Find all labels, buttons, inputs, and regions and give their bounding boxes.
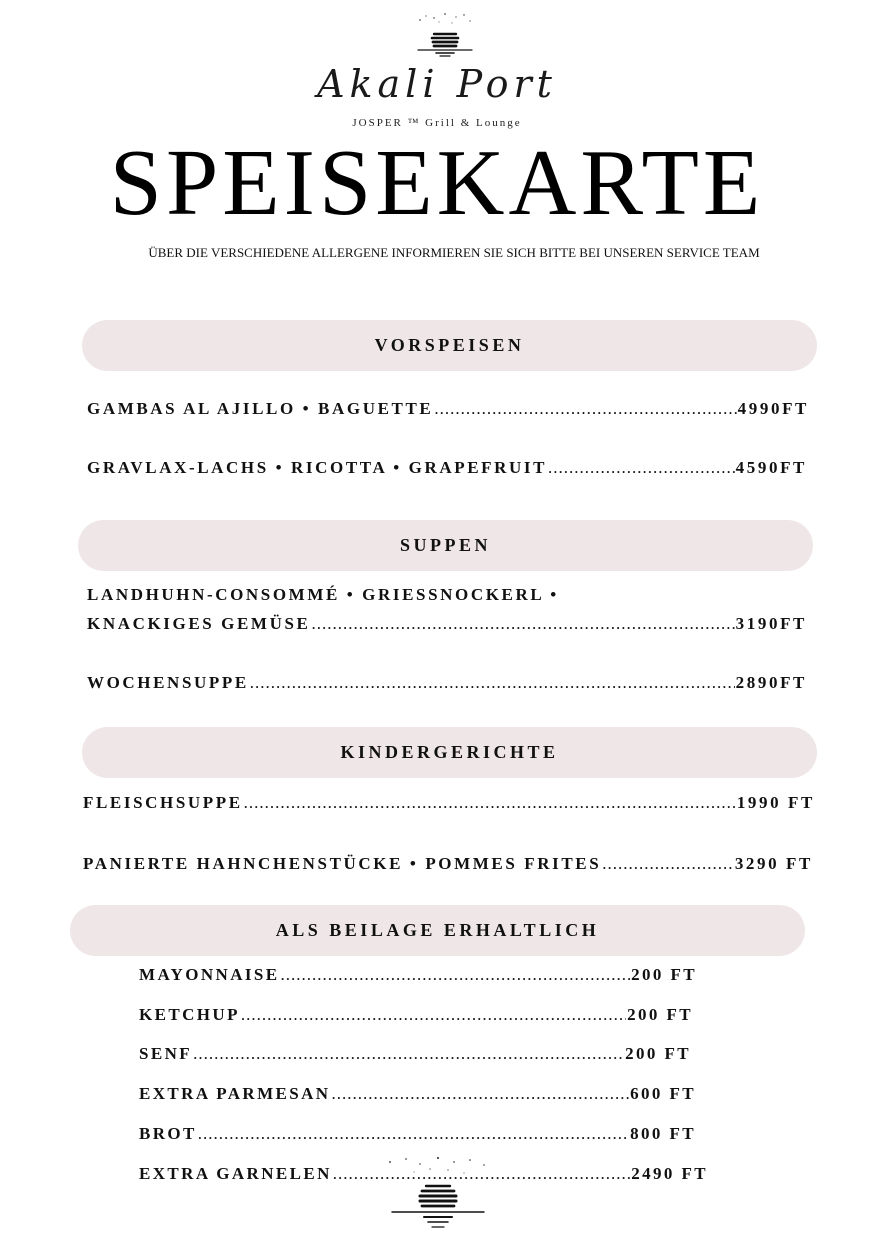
menu-item-price: 4990FT [737,399,809,418]
dot-leader [434,399,736,419]
section-header-beilagen: ALS BEILAGE ERHALTLICH [70,905,805,956]
sun-over-water-logo-icon [412,12,478,62]
menu-item-price: 3290 FT [734,854,813,873]
dot-leader [311,614,734,634]
dot-leader [332,1084,630,1104]
dot-leader [193,1044,624,1064]
menu-item [87,614,807,634]
menu-item [139,1084,696,1104]
menu-item-price: 2890FT [735,673,807,692]
menu-item [87,399,809,419]
menu-item [139,965,697,985]
menu-item-name: KNACKIGES GEMÜSE [87,614,311,633]
menu-item-price: 200 FT [625,1044,691,1063]
menu-item-name: SENF [139,1044,193,1063]
menu-item-price: 3190FT [735,614,807,633]
dot-leader [250,673,735,693]
menu-item [83,854,813,874]
dot-leader [244,793,736,813]
menu-item-name: MAYONNAISE [139,965,280,984]
menu-item-price: 200 FT [631,965,697,984]
menu-item [83,793,815,813]
menu-item-name: EXTRA GARNELEN [139,1164,332,1183]
menu-item-name: FLEISCHSUPPE [83,793,243,812]
menu-item-price: 1990 FT [736,793,815,812]
menu-item [139,1005,693,1025]
menu-item-price: 600 FT [630,1084,696,1103]
menu-item [139,1124,696,1144]
page-title: SPEISEKARTE [109,131,765,235]
menu-item-price: 4590FT [735,458,807,477]
menu-item-price: 200 FT [627,1005,693,1024]
section-header-kindergerichte: KINDERGERICHTE [82,727,817,778]
menu-item-name: BROT [139,1124,197,1143]
dot-leader [198,1124,629,1144]
menu-item-name: WOCHENSUPPE [87,673,249,692]
sun-over-water-logo-icon [386,1156,490,1236]
menu-item-price: 800 FT [630,1124,696,1143]
menu-item-name: EXTRA PARMESAN [139,1084,331,1103]
menu-item [139,1044,691,1064]
menu-item-name-line1: LANDHUHN-CONSOMMÉ • GRIESSNOCKERL • [87,585,559,604]
dot-leader [602,854,734,874]
section-header-vorspeisen: VORSPEISEN [82,320,817,371]
menu-item-name: GAMBAS AL AJILLO • BAGUETTE [87,399,434,418]
menu-item-price: 2490 FT [631,1164,708,1183]
dot-leader [548,458,735,478]
section-header-suppen: SUPPEN [78,520,813,571]
dot-leader [241,1005,626,1025]
menu-item [87,458,807,478]
menu-item-name: KETCHUP [139,1005,240,1024]
dot-leader [281,965,631,985]
brand-logo-text: Akali Port [317,62,557,106]
menu-item-name: PANIERTE HAHNCHENSTÜCKE • POMMES FRITES [83,854,602,873]
menu-item-name: GRAVLAX-LACHS • RICOTTA • GRAPEFRUIT [87,458,548,477]
allergen-notice: ÜBER DIE VERSCHIEDENE ALLERGENE INFORMIEREN SIE SICH BITTE BEI UNSEREN SERVICE TEAM [148,245,760,260]
tagline: JOSPER ™ Grill & Lounge [352,117,522,129]
menu-item [87,673,807,693]
